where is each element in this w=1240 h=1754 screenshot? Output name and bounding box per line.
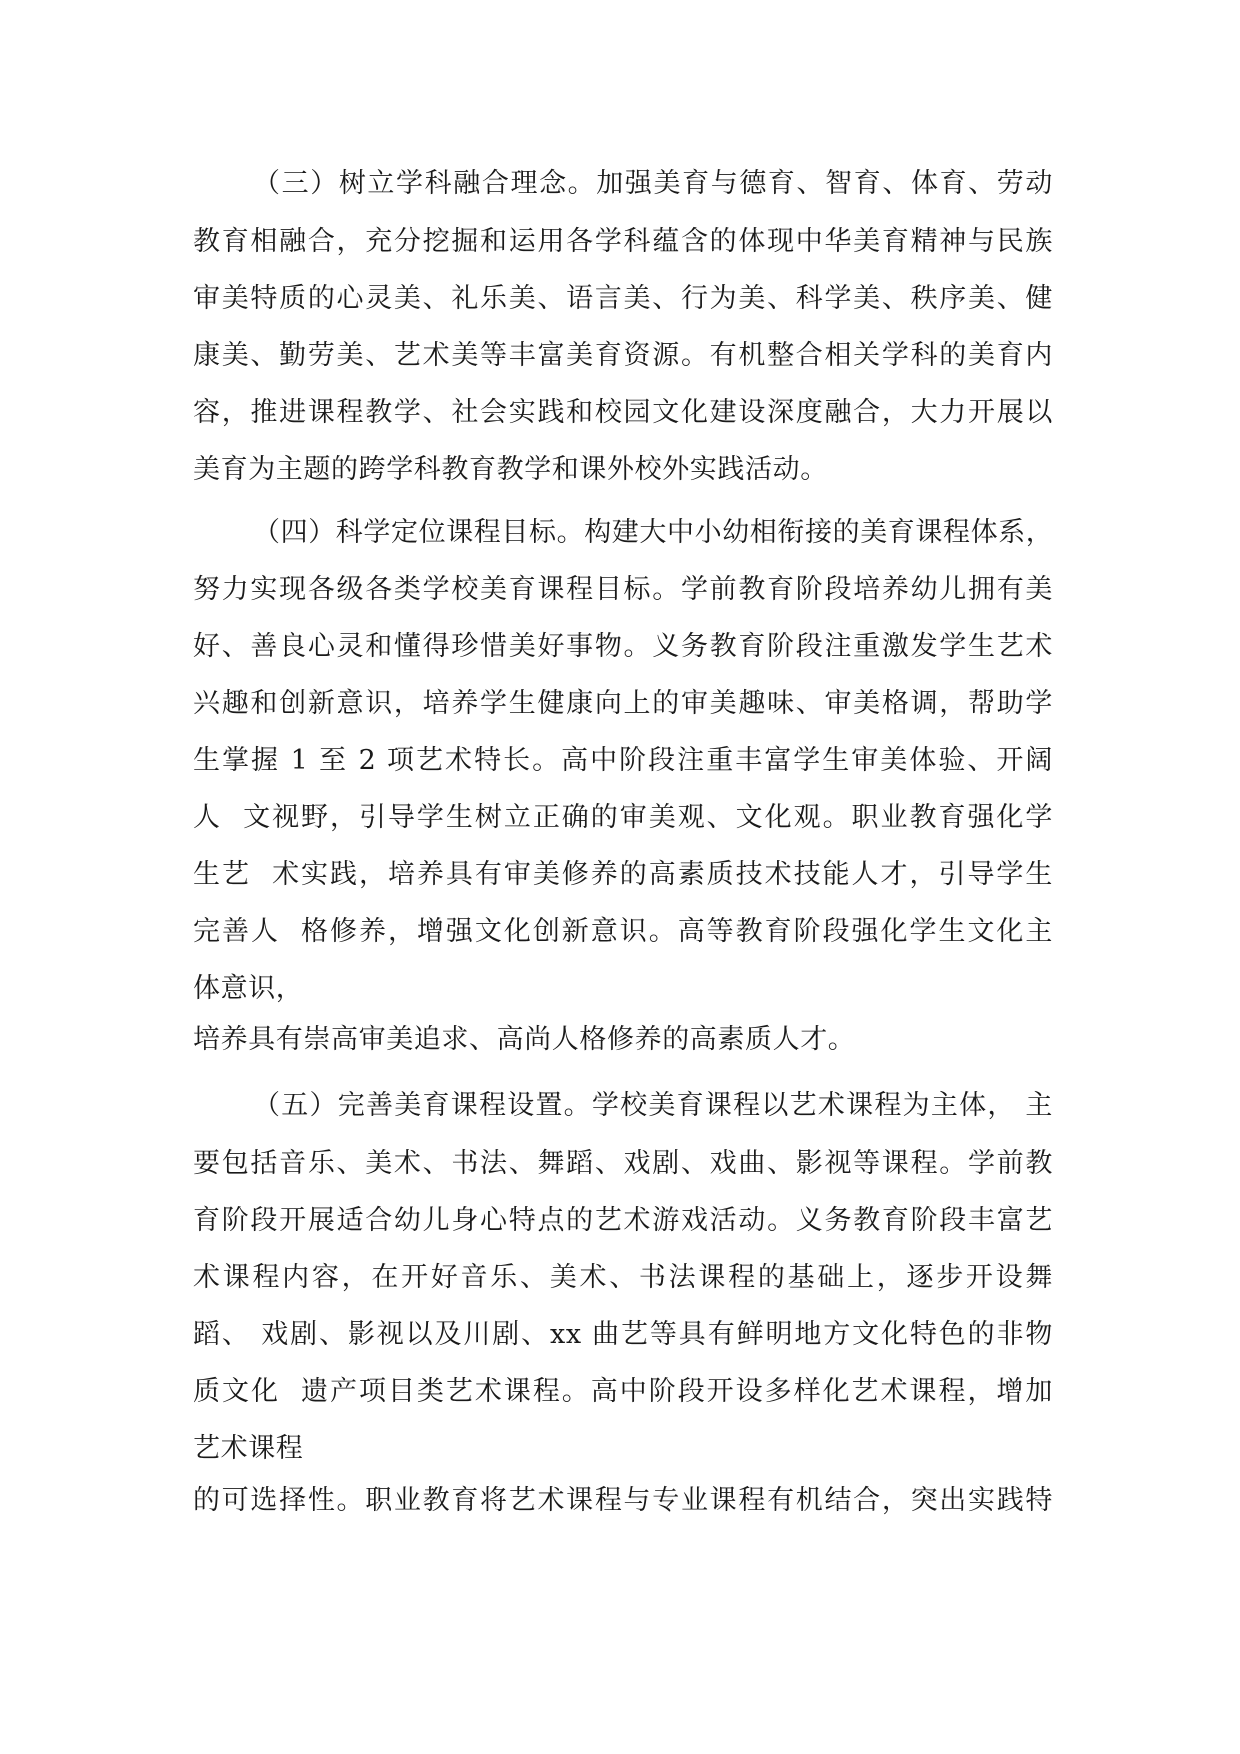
paragraph-3-line-3: 审美特质的心灵美、礼乐美、语言美、行为美、科学美、秩序美、健	[193, 283, 1053, 314]
paragraph-5-line-2: 要包括音乐、美术、书法、舞蹈、戏剧、戏曲、影视等课程。学前教	[193, 1148, 1053, 1179]
paragraph-3-line-6: 美育为主题的跨学科教育教学和课外校外实践活动。	[193, 454, 828, 485]
paragraph-3-line-4: 康美、勤劳美、艺术美等丰富美育资源。有机整合相关学科的美育内	[193, 340, 1053, 371]
paragraph-5-line-8: 的可选择性。职业教育将艺术课程与专业课程有机结合，突出实践特	[193, 1485, 1053, 1516]
paragraph-5-line-7: 艺术课程	[193, 1433, 304, 1464]
paragraph-4-line-6: 人 文视野，引导学生树立正确的审美观、文化观。职业教育强化学	[193, 802, 1053, 833]
paragraph-3-line-1: （三）树立学科融合理念。加强美育与德育、智育、体育、劳动	[253, 168, 1053, 199]
paragraph-4-line-3: 好、善良心灵和懂得珍惜美好事物。义务教育阶段注重激发学生艺术	[193, 631, 1053, 662]
paragraph-3-line-2: 教育相融合，充分挖掘和运用各学科蕴含的体现中华美育精神与民族	[193, 226, 1053, 257]
paragraph-4-line-8: 完善人 格修养，增强文化创新意识。高等教育阶段强化学生文化主	[193, 916, 1053, 947]
paragraph-4-line-10: 培养具有崇高审美追求、高尚人格修养的高素质人才。	[193, 1024, 856, 1055]
paragraph-3-line-5: 容，推进课程教学、社会实践和校园文化建设深度融合，大力开展以	[193, 397, 1053, 428]
paragraph-4-line-5: 生掌握 1 至 2 项艺术特长。高中阶段注重丰富学生审美体验、开阔	[193, 745, 1053, 776]
paragraph-4-line-1: （四）科学定位课程目标。构建大中小幼相衔接的美育课程体系，	[253, 517, 1054, 548]
paragraph-4-line-7: 生艺 术实践，培养具有审美修养的高素质技术技能人才，引导学生	[193, 859, 1053, 890]
paragraph-4-line-4: 兴趣和创新意识，培养学生健康向上的审美趣味、审美格调，帮助学	[193, 688, 1053, 719]
paragraph-4-line-9: 体意识，	[193, 973, 304, 1004]
paragraph-5-line-4: 术课程内容，在开好音乐、美术、书法课程的基础上，逐步开设舞	[193, 1262, 1053, 1293]
paragraph-4-line-2: 努力实现各级各类学校美育课程目标。学前教育阶段培养幼儿拥有美	[193, 574, 1053, 605]
paragraph-5-line-1: （五）完善美育课程设置。学校美育课程以艺术课程为主体， 主	[253, 1090, 1053, 1121]
paragraph-5-line-6: 质文化 遗产项目类艺术课程。高中阶段开设多样化艺术课程，增加	[193, 1376, 1053, 1407]
paragraph-5-line-5: 蹈、 戏剧、影视以及川剧、xx 曲艺等具有鲜明地方文化特色的非物	[193, 1319, 1053, 1350]
paragraph-5-line-3: 育阶段开展适合幼儿身心特点的艺术游戏活动。义务教育阶段丰富艺	[193, 1205, 1053, 1236]
